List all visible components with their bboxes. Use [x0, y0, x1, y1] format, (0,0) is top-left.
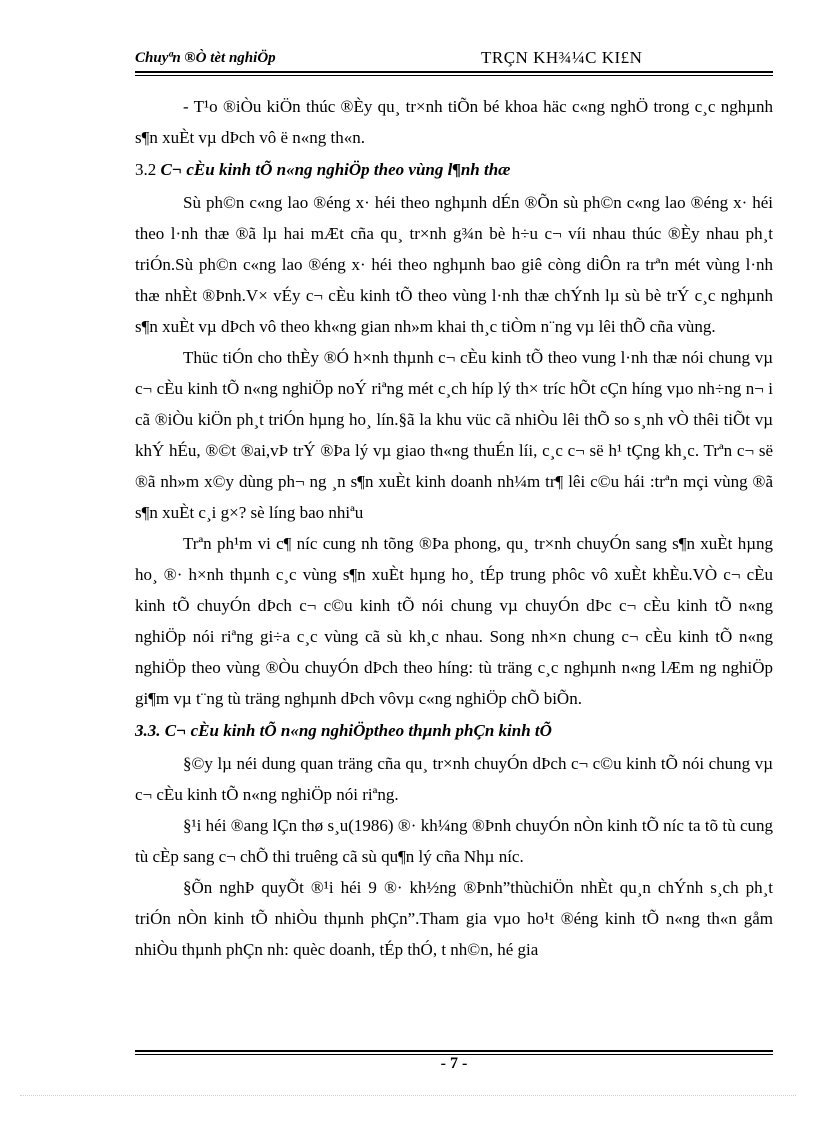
paragraph-3: Thüc tiÓn cho thÈy ®Ó h×nh thµnh c¬ cÈu kinh tÕ theo vung l·nh thæ nói chung vµ c¬ cÈu kinh tÕ n«ng nghiÖp noÝ riªng mét c¸ch híp lý th× tríc hÕt cÇn híng vµo nh÷ng n¬ i cã ®iÒu kiÖn ph¸t triÓn hµng ho¸ lín.§ã la khu vüc cã nhiÒu lêi thÕ so s¸nh vÒ thêi tiÕt vµ khÝ hÉu, ®©t ®ai,vÞ trÝ ®Þa lý vµ giao th«ng thuÉn líi, c¸c c¬ së h¹ tÇng kh¸c. Trªn c¬ së ®ã nh»m x©y dùng ph¬ ng ¸n s¶n xuÈt kinh doanh nh¼m tr¶ lêi c©u hái :trªn mçi vùng ®ã s¶n xuÈt c¸i g×? sè líng bao nhiªu [135, 348, 773, 522]
section-number: 3.2 [135, 160, 157, 179]
paragraph-4: Trªn ph¹m vi c¶ níc cung nh tõng ®Þa phong, qu¸ tr×nh chuyÓn sang s¶n xuÈt hµng ho¸ ®· h×nh thµnh c¸c vùng s¶n xuÈt hµng ho¸ tÉp trung phôc vô xuÈt khÈu.VÒ c¬ cÈu kinh tÕ chuyÓn dÞch c¬ c©u kinh tÕ nói chung vµ chuyÓn dÞc c¬ cÈu kinh tÕ n«ng nghiÖp nói riªng gi÷a c¸c vùng cã sù kh¸c nhau. Song nh×n chung c¬ cÈu kinh tÕ n«ng nghiÖp theo vùng ®Òu chuyÓn dÞch theo híng: tù träng c¸c nghµnh n«ng lÆm ng nghiÖp gi¶m vµ t¨ng tù träng nghµnh dÞch vôvµ c«ng nghiÖp chÕ biÕn. [135, 534, 773, 708]
paragraph-1: - T¹o ®iÒu kiÖn thúc ®Èy qu¸ tr×nh tiÕn bé khoa häc c«ng nghÖ trong c¸c nghµnh s¶n xuÈt vµ dÞch vô ë n«ng th«n. [135, 97, 773, 147]
page-number: - 7 - [440, 1055, 468, 1072]
section-heading-3-2 [135, 153, 773, 187]
paragraph-6: §¹i héi ®ang lÇn thø s¸u(1986) ®· kh¼ng ®Þnh chuyÓn nÒn kinh tÕ níc ta tõ tù cung tù cÈp sang c¬ chÕ thi truêng cã sù qu¶n lý cña Nhµ níc. [135, 816, 773, 866]
section-title: C¬ cÈu kinh tÕ n«ng nghiÖp theo vùng l¶nh thæ [160, 160, 511, 179]
header-document-type: Chuyªn ®Ò tèt nghiÖp [135, 50, 276, 66]
page-header [135, 48, 773, 72]
paragraph-5: §©y lµ néi dung quan träng cña qu¸ tr×nh chuyÓn dÞch c¬ c©u kinh tÕ nói chung vµ c¬ cÈu kinh tÕ n«ng nghiÖp nói riªng. [135, 754, 773, 804]
header-author-name: TRÇN KH¾¼C KI£N [481, 48, 643, 67]
paragraph-2: Sù ph©n c«ng lao ®éng x· héi theo nghµnh dÉn ®Õn sù ph©n c«ng lao ®éng x· héi theo l·nh thæ ®ã lµ hai mÆt cña qu¸ tr×nh g¾n bè h÷u c¬ víi nhau thúc ®Èy nhau ph¸t triÓn.Sù ph©n c«ng lao ®éng x· héi theo nghµnh bao giê còng diÔn ra trªn mét vùng l·nh thæ nhÈt ®Þnh.V× vÉy c¬ cÈu kinh tÕ theo vùng l·nh thæ chÝnh lµ sù bè trÝ c¸c nghµnh s¶n xuÈt vµ dÞch vô theo kh«ng gian nh»m khai th¸c tiÒm n¨ng vµ lêi thÕ cña vùng. [135, 193, 773, 336]
page-boundary [20, 1095, 796, 1096]
paragraph-7: §Õn nghÞ quyÕt ®¹i héi 9 ®· kh½ng ®Þnh”thùchiÖn nhÈt qu¸n chÝnh s¸ch ph¸t triÓn nÒn kinh tÕ nhiÒu thµnh phÇn”.Tham gia vµo ho¹t ®éng kinh tÕ n«ng th«n gåm nhiÒu thµnh phÇn nh: quèc doanh, tÉp thÓ, t nh©n, hé gia [135, 878, 773, 959]
section-heading-3-3: 3.3. C¬ cÈu kinh tÕ n«ng nghiÖptheo thµnh phÇn kinh tÕ [135, 721, 552, 740]
document-body [135, 91, 773, 965]
footer-rule-thick [135, 1050, 773, 1052]
header-rule-thin [135, 75, 773, 76]
header-rule-thick [135, 71, 773, 73]
